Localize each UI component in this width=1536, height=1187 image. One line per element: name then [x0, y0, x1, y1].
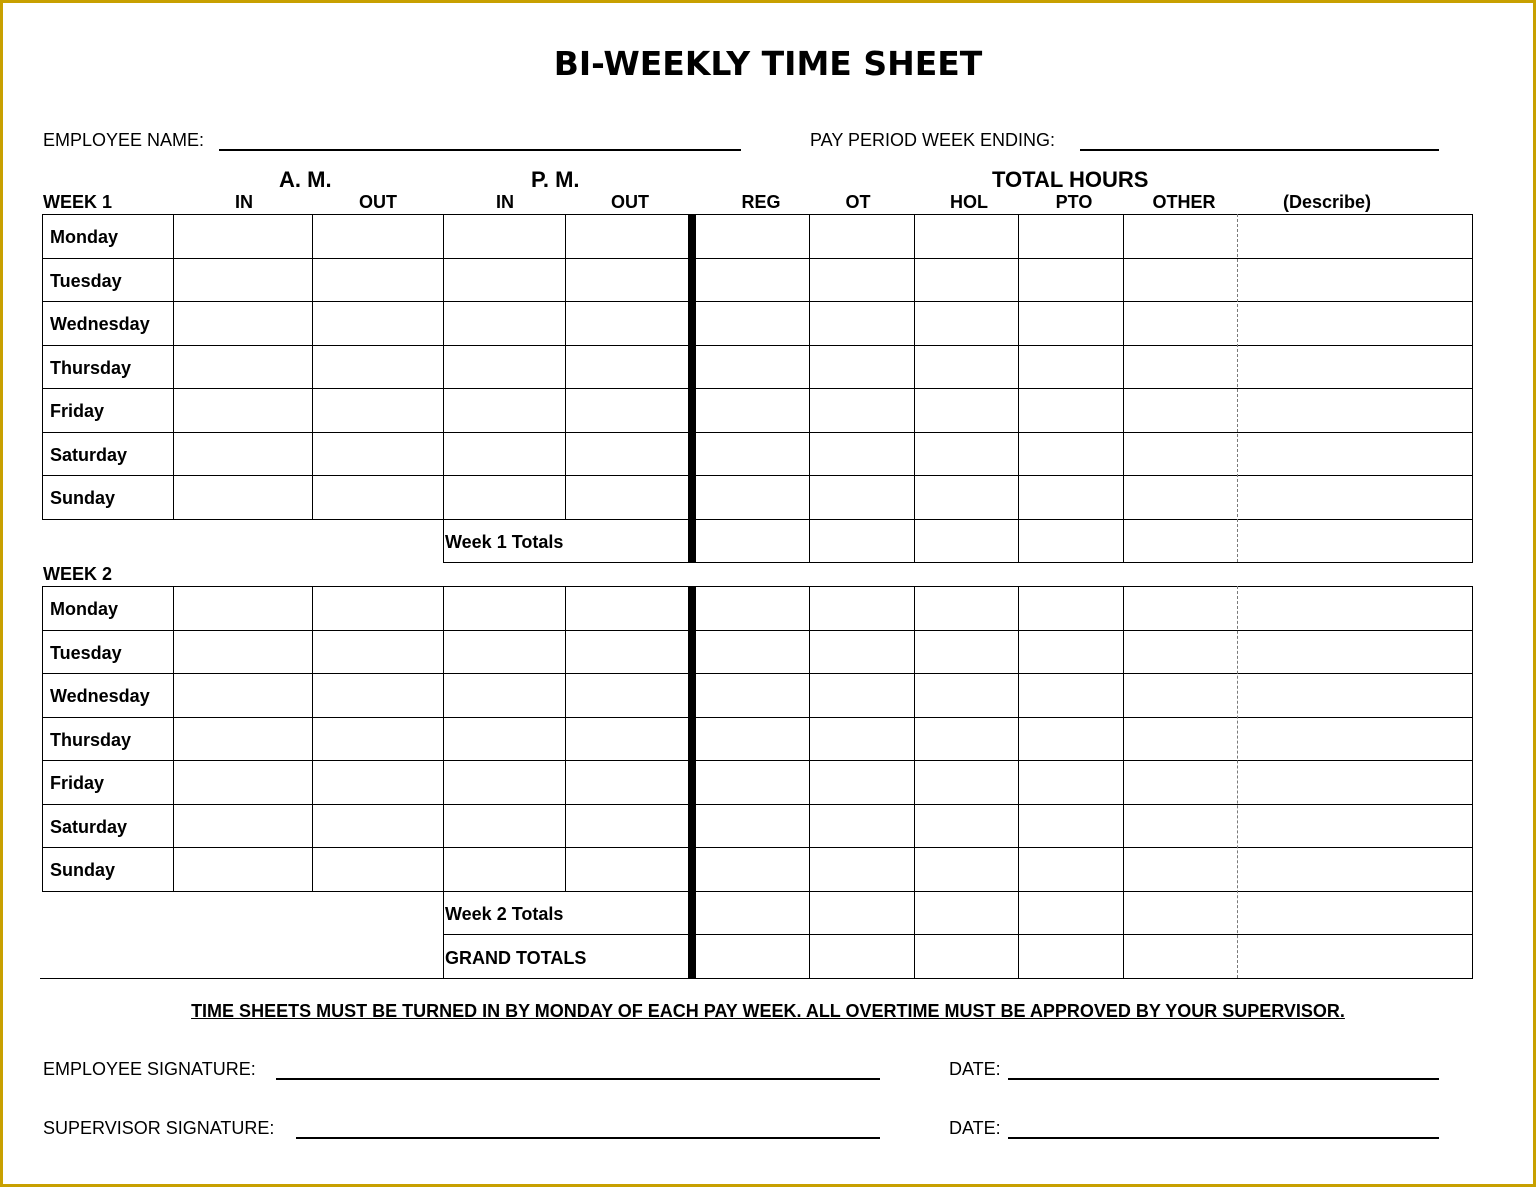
pm-group-header: P. M.	[531, 167, 580, 192]
week2-row-sunday: Sunday	[50, 860, 116, 880]
employee-date-line[interactable]	[1008, 1078, 1439, 1080]
week2-row-tuesday: Tuesday	[50, 643, 122, 663]
week2-label: WEEK 2	[43, 564, 113, 584]
pay-period-label: PAY PERIOD WEEK ENDING:	[810, 130, 1056, 150]
employee-signature-line[interactable]	[276, 1078, 880, 1080]
week2-row-thursday: Thursday	[50, 730, 132, 750]
week1-row-wednesday: Wednesday	[50, 314, 150, 334]
week2-row-friday: Friday	[50, 773, 105, 793]
col-other: OTHER	[1152, 192, 1216, 212]
submission-notice: TIME SHEETS MUST BE TURNED IN BY MONDAY OF EACH PAY WEEK. ALL OVERTIME MUST BE APPROVED BY YOUR SUPERVISOR.	[191, 1001, 1345, 1021]
week2-hours-entry-cells[interactable]	[697, 588, 1471, 977]
week2-totals-label: Week 2 Totals	[445, 904, 564, 924]
supervisor-date-line[interactable]	[1008, 1137, 1439, 1139]
week1-row-friday: Friday	[50, 401, 105, 421]
col-ot: OT	[845, 192, 871, 212]
col-reg: REG	[741, 192, 781, 212]
week1-row-tuesday: Tuesday	[50, 271, 122, 291]
week1-hours-entry-cells[interactable]	[697, 216, 1471, 561]
col-pm-in: IN	[496, 192, 514, 212]
week1-row-saturday: Saturday	[50, 445, 128, 465]
pay-period-line	[1080, 149, 1439, 151]
col-describe: (Describe)	[1282, 192, 1372, 212]
page-title: BI-WEEKLY TIME SHEET	[553, 44, 983, 83]
col-am-in: IN	[235, 192, 253, 212]
total-hours-group-header: TOTAL HOURS	[992, 167, 1149, 192]
week1-row-sunday: Sunday	[50, 488, 116, 508]
week1-row-monday: Monday	[50, 227, 119, 247]
week1-totals-label: Week 1 Totals	[445, 532, 564, 552]
employee-name-label: EMPLOYEE NAME:	[43, 130, 205, 150]
supervisor-signature-label: SUPERVISOR SIGNATURE:	[43, 1118, 275, 1138]
week1-time-entry-cells[interactable]	[175, 216, 687, 518]
grand-totals-label: GRAND TOTALS	[445, 948, 587, 968]
employee-name-line	[219, 149, 741, 151]
supervisor-signature-line[interactable]	[296, 1137, 880, 1139]
week2-row-monday: Monday	[50, 599, 119, 619]
week2-time-entry-cells[interactable]	[175, 588, 687, 890]
week1-row-thursday: Thursday	[50, 358, 132, 378]
employee-signature-label: EMPLOYEE SIGNATURE:	[43, 1059, 256, 1079]
week2-row-wednesday: Wednesday	[50, 686, 150, 706]
employee-date-label: DATE:	[949, 1059, 1001, 1079]
supervisor-date-label: DATE:	[949, 1118, 1001, 1138]
am-group-header: A. M.	[279, 167, 332, 192]
week2-row-saturday: Saturday	[50, 817, 128, 837]
col-am-out: OUT	[359, 192, 397, 212]
col-pto: PTO	[1055, 192, 1093, 212]
col-hol: HOL	[950, 192, 988, 212]
week1-label: WEEK 1	[43, 192, 113, 212]
col-pm-out: OUT	[611, 192, 649, 212]
